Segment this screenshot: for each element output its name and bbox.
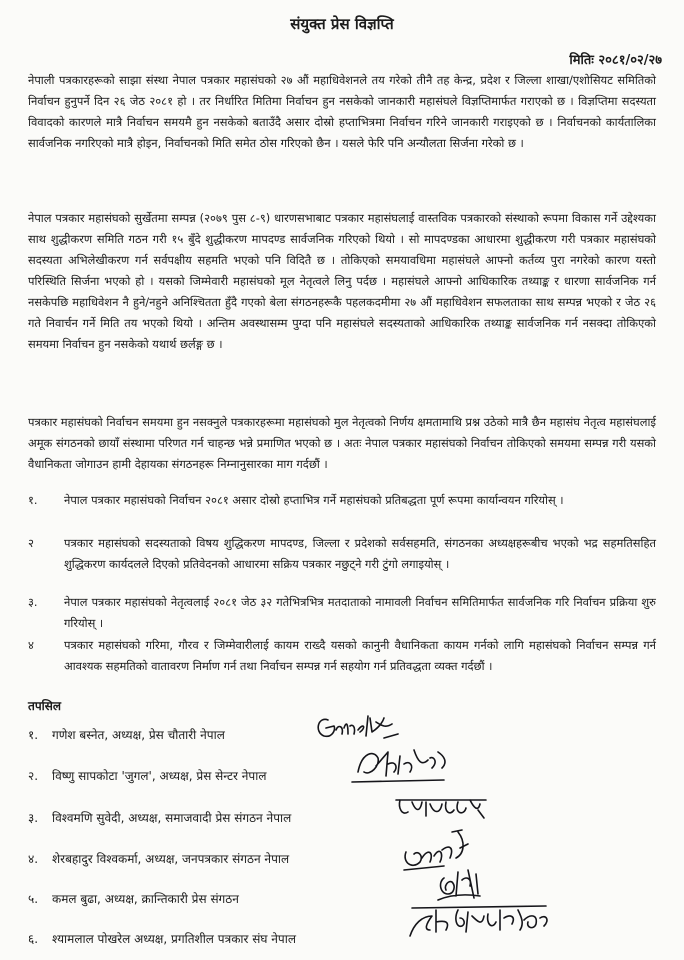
- document-date: मितिः २०८१/०२/२७: [569, 53, 662, 68]
- demand-item-4: [28, 635, 656, 677]
- demand-item-2: [28, 533, 656, 575]
- signatory-name: श्यामलाल पोखरेल अध्यक्ष, प्रगतिशील पत्रकार संघ नेपाल: [52, 932, 296, 946]
- signatory-row: [28, 767, 267, 784]
- signature-ganesh: [312, 708, 404, 744]
- paragraph-2: नेपाल पत्रकार महासंघको सुर्खेतमा सम्पन्न (२०७९ पुस ८-९) धारणसभाबाट पत्रकार महासंघलाई वास्तविक पत्रकारको संस्थाको रूपमा विकास गर्ने उद्देश्यका साथ शुद्धीकरण समिति गठन गरी १५ बुँदे शुद्धीकरण मापदण्ड सार्वजनिक गरिएको थियो । सो मापदण्डका आधारमा शुद्धीकरण गरी पत्रकार महासंघको सदस्यता अभिलेखीकरण गर्न सर्वपक्षीय सहमति भएको पनि विदितै छ । तोकिएको समयावधिमा महासंघले आफ्नो कर्तव्य पुरा नगरेको कारण यस्तो परिस्थिति सिर्जना भएको हो । यसको जिम्मेवारी महासंघको मूल नेतृत्वले लिनु पर्दछ । महासंघले आफ्नो आधिकारिक तथ्याङ्क र धारणा सार्वजनिक गर्न नसकेपछि महाधिवेशन नै हुने/नहुने अनिश्चितता हुँदै गएको बेला संगठनहरूकै पहलकदमीमा २७ औं महाधिवेशन सफलताका साथ सम्पन्न भएको र जेठ २६ गते निवार्चन गर्ने मिति तय भएको थियो । अन्तिम अवस्थासम्म पुग्दा पनि महासंघले सदस्यताको आधिकारिक तथ्याङ्क सार्वजनिक गर्न नसक्दा तोकिएको समयमा निर्वाचन हुन नसकेको यथार्थ छर्लङ्ग छ ।: [28, 211, 656, 351]
- signatory-row: [28, 890, 239, 907]
- paragraph-1: नेपाली पत्रकारहरूको साझा संस्था नेपाल पत्रकार महासंघको २७ औं महाधिवेशनले तय गरेको तीनै तह केन्द्र, प्रदेश र जिल्ला शाखा/एशोसियट समितिको निर्वाचन हुनुपर्ने दिन २६ जेठ २०८१ हो । तर निर्धारित मितिमा निर्वाचन हुन नसकेको जानकारी महासंघले विज्ञप्तिमार्फत गराएको छ । विज्ञप्तिमा सदस्यता विवादको कारणले मात्रै निर्वाचन समयमै हुन नसकेको बताउँदै असार दोस्रो हप्ताभित्रमा निर्वाचन गरिने जानकारी गराइएको छ । निर्वाचनको कार्यतालिका सार्वजनिक नगरिएको मात्रै होइन, निर्वाचनको मिति समेत ठोस गरिएको छैन । यसले फेरि पनि अन्यौलता सिर्जना गरेको छ ।: [28, 73, 656, 150]
- demand-text: नेपाल पत्रकार महासंघको निर्वाचन २०८१ असार दोस्रो हप्ताभित्र गर्ने महासंघको प्रतिबद्धता पूर्ण रूपमा कार्यान्वयन गरियोस् ।: [64, 493, 564, 507]
- signatory-name: विश्वमणि सुवेदी, अध्यक्ष, समाजवादी प्रेस संगठन नेपाल: [52, 811, 292, 825]
- document-title: संयुक्त प्रेस विज्ञप्ति: [290, 15, 394, 33]
- signatory-name: विष्णु सापकोटा 'जुगल', अध्यक्ष, प्रेस सेन्टर नेपाल: [52, 769, 267, 783]
- signatory-name: शेरबहादुर विश्वकर्मा, अध्यक्ष, जनपत्रकार संगठन नेपाल: [52, 852, 290, 866]
- signatory-row: [28, 850, 289, 867]
- signatory-number: ४.: [28, 852, 39, 866]
- signatory-number: ३.: [28, 811, 39, 825]
- demand-item-3: [28, 592, 656, 634]
- demand-number: ४: [28, 638, 34, 652]
- signatory-row: [28, 809, 291, 826]
- paragraph-3: पत्रकार महासंघको निर्वाचन समयमा हुन नसक्नुले पत्रकारहरूमा महासंघको मुल नेतृत्वको निर्णय क्षमतामाथि प्रश्न उठेको मात्रै छैन महासंघ नेतृत्व महासंघलाई अमूक संगठनको छायाँ संस्थामा परिणत गर्न चाहन्छ भन्ने प्रमाणित भएको छ । अतः नेपाल पत्रकार महासंघको निर्वाचन तोकिएको समयमा सम्पन्न गरी यसको वैधानिकता जोगाउन हामी देहायका संगठनहरू निम्नानुसारका माग गर्दछौं ।: [28, 415, 656, 471]
- signatory-number: २.: [28, 769, 39, 783]
- signatory-number: ५.: [28, 892, 39, 906]
- signature-bishwamani: [394, 790, 490, 824]
- demand-number: ३.: [28, 595, 38, 609]
- signatory-row: [28, 930, 296, 947]
- signatory-number: १.: [28, 728, 39, 742]
- signatory-row: [28, 726, 225, 743]
- demand-text: पत्रकार महासंघको सदस्यताको विषय शुद्धिकरण मापदण्ड, जिल्ला र प्रदेशको सर्वसहमति, संगठनका अध्यक्षहरूबीच भएको भद्र सहमतिसहित शुद्धिकरण कार्यदलले दिएको प्रतिवेदनको आधारमा सक्रिय पत्रकार नछुट्ने गरी टुंगो लगाइयोस् ।: [64, 536, 656, 571]
- signatory-name: कमल बुढा, अध्यक्ष, क्रान्तिकारी प्रेस संगठन: [52, 892, 239, 906]
- signature-bishnu: [348, 742, 456, 792]
- demand-text: पत्रकार महासंघको गरिमा, गौरव र जिम्मेवारीलाई कायम राख्दै यसको कानुनी वैधानिकता कायम गर्नको लागि महासंघको निर्वाचन सम्पन्न गर्न आवश्यक सहमतिको वातावरण निर्माण गर्न तथा निर्वाचन सम्पन्न गर्न सहयोग गर्न प्रतिवद्धता व्यक्त गर्दछौं ।: [64, 638, 656, 673]
- demand-text: नेपाल पत्रकार महासंघको नेतृत्वलाई २०८१ जेठ ३२ गतेभित्रभित्र मतदाताको नामावली निर्वाचन समितिमार्फत सार्वजनिक गरि निर्वाचन प्रक्रिया शुरु गरियोस् ।: [64, 595, 656, 630]
- tapsil-heading: तपसिल: [28, 699, 62, 713]
- demand-number: १.: [28, 493, 38, 507]
- signatory-name: गणेश बस्नेत, अध्यक्ष, प्रेस चौतारी नेपाल: [52, 728, 225, 742]
- demand-item-1: [28, 490, 656, 511]
- signature-shyamlal: [406, 896, 556, 944]
- demand-number: २: [28, 536, 34, 550]
- signatory-number: ६.: [28, 932, 39, 946]
